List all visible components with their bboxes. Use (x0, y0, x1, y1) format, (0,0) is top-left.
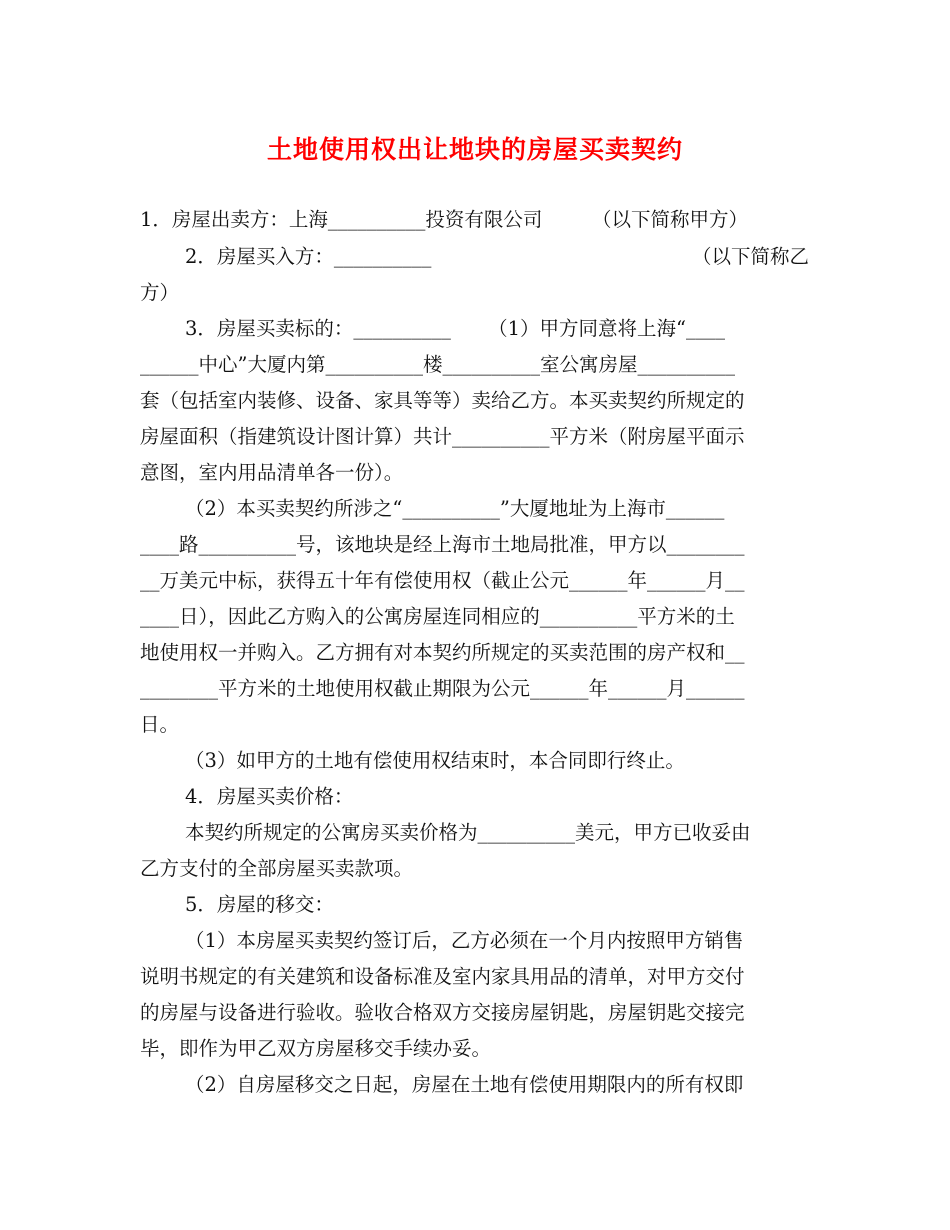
clause-5-handover-heading: 5．房屋的移交： (185, 893, 334, 916)
text-line: 套（包括室内装修、设备、家具等等）卖给乙方。本买卖契约所规定的 (140, 389, 745, 412)
text-line: 的房屋与设备进行验收。验收合格双方交接房屋钥匙，房屋钥匙交接完 (140, 1001, 745, 1024)
text-line: 说明书规定的有关建筑和设备标准及室内家具用品的清单，对甲方交付 (140, 965, 745, 988)
clause-3-subject: 3．房屋买卖标的：__________ （1）甲方同意将上海“____ (185, 317, 725, 340)
clause-4-price-heading: 4．房屋买卖价格： (185, 785, 354, 808)
text-line: ________平方米的土地使用权截止期限为公元______年______月______ (140, 677, 745, 700)
text-line: ______中心”大厦内第__________楼__________室公寓房屋__________ (140, 353, 735, 376)
clause-5-2: （2）自房屋移交之日起，房屋在土地有偿使用期限内的所有权即 (185, 1073, 744, 1096)
text-line: 意图，室内用品清单各一份）。 (140, 461, 404, 484)
clause-2-buyer-note: （以下简称乙 (692, 245, 810, 268)
document-title: 土地使用权出让地块的房屋买卖契约 (266, 135, 683, 164)
text-line: 方） (140, 281, 180, 304)
clause-3-2: （2）本买卖契约所涉之“__________”大厦地址为上海市______ (185, 497, 725, 520)
text-line: 日。 (140, 713, 180, 736)
text-line: ____日），因此乙方购入的公寓房屋连同相应的__________平方米的土 (140, 605, 735, 628)
text-line: 地使用权一并购入。乙方拥有对本契约所规定的买卖范围的房产权和__ (140, 641, 745, 664)
text-line: 房屋面积（指建筑设计图计算）共计__________平方米（附房屋平面示 (140, 425, 745, 448)
text-line: 毕，即作为甲乙双方房屋移交手续办妥。 (140, 1037, 492, 1060)
clause-4-price: 本契约所规定的公寓房买卖价格为__________美元，甲方已收妥由 (185, 821, 751, 844)
clause-2-buyer: 2．房屋买入方：__________ (185, 245, 432, 268)
clause-1-seller: 1．房屋出卖方：上海__________投资有限公司 （以下简称甲方） (140, 208, 748, 231)
text-line: 乙方支付的全部房屋买卖款项。 (140, 857, 414, 880)
text-line: ____路__________号，该地块是经上海市土地局批准，甲方以________ (140, 533, 745, 556)
text-line: __万美元中标，获得五十年有偿使用权（截止公元______年______月__ (140, 569, 745, 592)
clause-5-1: （1）本房屋买卖契约签订后，乙方必须在一个月内按照甲方销售 (185, 929, 744, 952)
clause-3-3: （3）如甲方的土地有偿使用权结束时，本合同即行终止。 (185, 749, 685, 772)
